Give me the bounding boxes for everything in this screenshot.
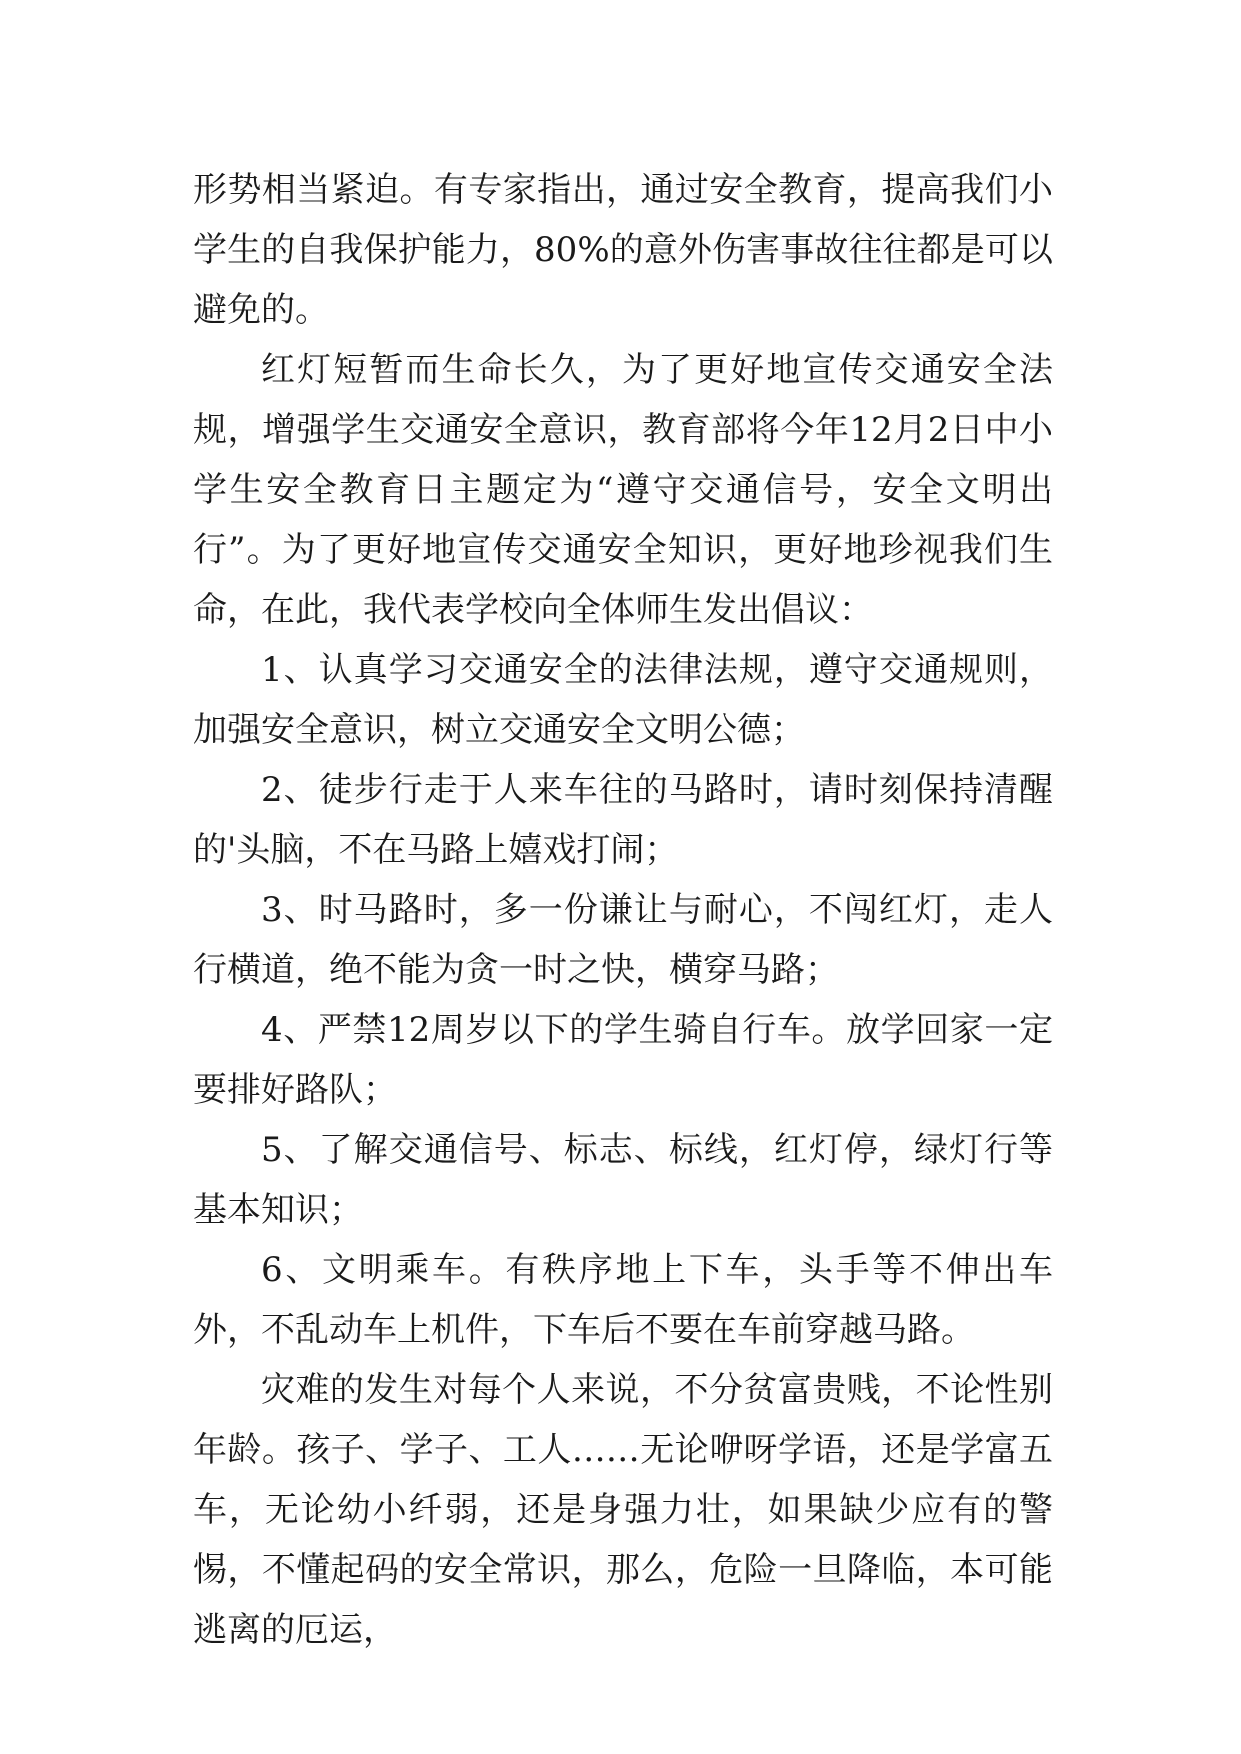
document-body — [193, 160, 1053, 1660]
list-item-4: 4、严禁12周岁以下的学生骑自行车。放学回家一定要排好路队； — [193, 1010, 1053, 1110]
list-item-6: 6、文明乘车。有秩序地上下车，头手等不伸出车外，不乱动车上机件，下车后不要在车前穿越马路。 — [193, 1250, 1053, 1350]
list-item-2: 2、徒步行走于人来车往的马路时，请时刻保持清醒的'头脑，不在马路上嬉戏打闹； — [193, 770, 1053, 870]
paragraph-continuation: 形势相当紧迫。有专家指出，通过安全教育，提高我们小学生的自我保护能力，80%的意外伤害事故往往都是可以避免的。 — [193, 170, 1053, 330]
paragraph-initiative-intro: 红灯短暂而生命长久，为了更好地宣传交通安全法规，增强学生交通安全意识，教育部将今年12月2日中小学生安全教育日主题定为“遵守交通信号，安全文明出行”。为了更好地宣传交通安全知识，更好地珍视我们生命，在此，我代表学校向全体师生发出倡议： — [193, 350, 1053, 630]
list-item-3: 3、时马路时，多一份谦让与耐心，不闯红灯，走人行横道，绝不能为贪一时之快，横穿马路； — [193, 890, 1053, 990]
list-item-1: 1、认真学习交通安全的法律法规，遵守交通规则，加强安全意识，树立交通安全文明公德； — [193, 650, 1053, 750]
list-item-5: 5、了解交通信号、标志、标线，红灯停，绿灯行等基本知识； — [193, 1130, 1053, 1230]
paragraph-closing: 灾难的发生对每个人来说，不分贫富贵贱，不论性别年龄。孩子、学子、工人……无论咿呀学语，还是学富五车，无论幼小纤弱，还是身强力壮，如果缺少应有的警惕，不懂起码的安全常识，那么，危险一旦降临，本可能逃离的厄运， — [193, 1370, 1053, 1650]
